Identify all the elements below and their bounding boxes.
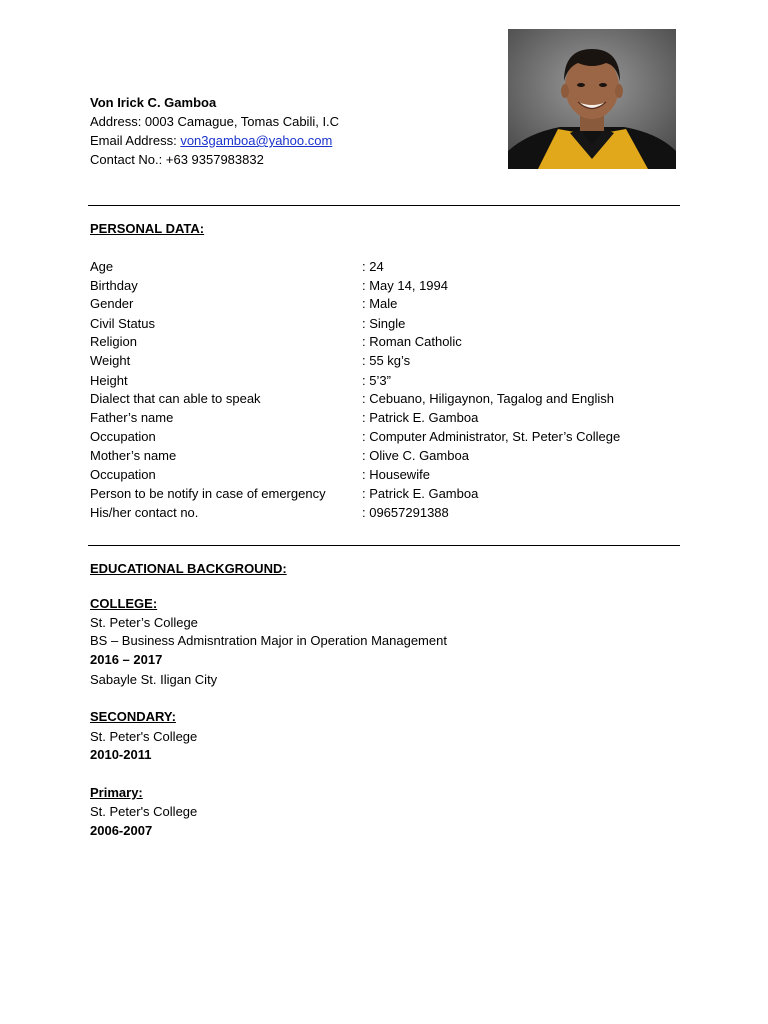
row-value: : 09657291388 xyxy=(362,505,449,520)
row-value: : Single xyxy=(362,316,406,331)
row-label: His/her contact no. xyxy=(90,505,199,520)
personal-row-father-occupation xyxy=(90,427,690,446)
row-value: : 55 kg’s xyxy=(362,353,411,368)
college-years: 2016 – 2017 xyxy=(90,652,163,667)
row-label: Civil Status xyxy=(90,316,156,331)
applicant-name: Von Irick C. Gamboa xyxy=(90,95,217,110)
row-value: : May 14, 1994 xyxy=(362,278,448,293)
row-label: Person to be notify in case of emergency xyxy=(90,486,326,501)
row-value: : Patrick E. Gamboa xyxy=(362,486,479,501)
contact-line: Contact No.: +63 9357983832 xyxy=(90,152,264,167)
row-label: Mother’s name xyxy=(90,448,177,463)
row-value: : 24 xyxy=(362,259,384,274)
personal-row-birthday xyxy=(90,276,690,295)
secondary-years: 2010-2011 xyxy=(90,747,152,762)
personal-row-emergency-number xyxy=(90,503,690,522)
row-value: : Computer Administrator, St. Peter’s College xyxy=(362,429,621,444)
row-label: Age xyxy=(90,259,114,274)
row-value: : Patrick E. Gamboa xyxy=(362,410,479,425)
personal-row-gender xyxy=(90,294,690,313)
section-divider xyxy=(88,205,680,206)
email-line xyxy=(90,131,332,150)
personal-row-religion xyxy=(90,332,690,351)
personal-row-dialect xyxy=(90,389,690,408)
primary-heading: Primary: xyxy=(90,785,143,800)
personal-row-age xyxy=(90,257,690,276)
row-label: Religion xyxy=(90,334,137,349)
row-label: Father’s name xyxy=(90,410,174,425)
email-link[interactable]: von3gamboa@yahoo.com xyxy=(180,133,333,148)
row-value: : Housewife xyxy=(362,467,430,482)
personal-data-heading: PERSONAL DATA: xyxy=(90,221,205,236)
primary-school: St. Peter's College xyxy=(90,804,198,819)
row-label: Dialect that can able to speak xyxy=(90,391,261,406)
college-location: Sabayle St. Iligan City xyxy=(90,672,218,687)
row-value: : 5’3” xyxy=(362,373,391,388)
primary-years: 2006-2007 xyxy=(90,823,153,838)
personal-row-emergency-contact xyxy=(90,484,690,503)
college-course: BS – Business Admisntration Major in Operation Management xyxy=(90,633,447,648)
graduation-portrait-image xyxy=(508,29,676,169)
college-school: St. Peter’s College xyxy=(90,615,198,630)
personal-row-height xyxy=(90,371,690,390)
row-label: Occupation xyxy=(90,429,156,444)
row-label: Birthday xyxy=(90,278,138,293)
row-label: Gender xyxy=(90,296,134,311)
personal-row-father-name xyxy=(90,408,690,427)
personal-row-mother-occupation xyxy=(90,465,690,484)
row-label: Occupation xyxy=(90,467,156,482)
row-value: : Olive C. Gamboa xyxy=(362,448,469,463)
secondary-school: St. Peter's College xyxy=(90,729,198,744)
personal-row-mother-name xyxy=(90,446,690,465)
row-value: : Male xyxy=(362,296,398,311)
section-divider xyxy=(88,545,680,546)
secondary-heading: SECONDARY: xyxy=(90,709,176,724)
college-heading: COLLEGE: xyxy=(90,596,158,611)
applicant-photo xyxy=(508,29,676,169)
row-label: Height xyxy=(90,373,128,388)
address-line: Address: 0003 Camague, Tomas Cabili, I.C xyxy=(90,114,340,129)
row-label: Weight xyxy=(90,353,131,368)
row-value: : Cebuano, Hiligaynon, Tagalog and English xyxy=(362,391,614,406)
personal-row-civil-status xyxy=(90,314,690,333)
row-value: : Roman Catholic xyxy=(362,334,462,349)
personal-row-weight xyxy=(90,351,690,370)
education-heading: EDUCATIONAL BACKGROUND: xyxy=(90,561,287,576)
email-label: Email Address: xyxy=(90,133,181,148)
